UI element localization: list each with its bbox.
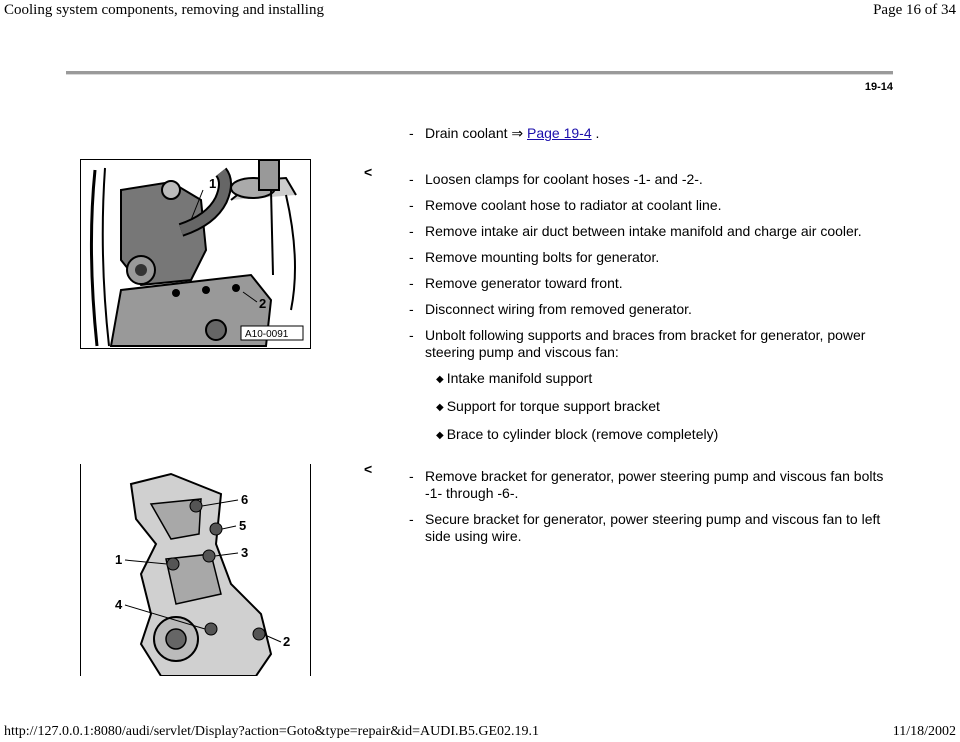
step-dash: -: [409, 327, 414, 343]
generator-area-illustration: [81, 160, 310, 348]
step-loosen-clamps: [409, 171, 895, 188]
footer-date: 11/18/2002: [892, 724, 956, 739]
diamond-bullet-icon: ◆: [436, 430, 444, 441]
footer-url: http://127.0.0.1:8080/audi/servlet/Display?action=Goto&type=repair&id=AUDI.B5.GE02.19.1: [4, 724, 539, 739]
callout-2: 2: [259, 296, 267, 311]
callout-1: 1: [115, 552, 123, 567]
step-text: Secure bracket for generator, power steering pump and viscous fan to left side using wire.: [425, 511, 881, 544]
step-secure-bracket: [409, 511, 895, 545]
step-text: Loosen clamps for coolant hoses -1- and -2-.: [425, 171, 703, 187]
page-number: 19-14: [864, 81, 893, 93]
step-remove-coolant-hose: [409, 197, 895, 214]
page-counter: Page 16 of 34: [873, 2, 956, 18]
step-remove-mounting-bolts: [409, 249, 895, 266]
bullet-torque-support: [436, 398, 660, 417]
step-text: Remove coolant hose to radiator at coolant line.: [425, 197, 722, 213]
callout-3: 3: [241, 545, 249, 560]
step-dash: -: [409, 125, 414, 141]
step-disconnect-wiring: [409, 301, 895, 318]
bullet-text: Brace to cylinder block (remove completely): [446, 426, 719, 442]
bullet-brace-cylinder-block: [436, 426, 718, 445]
generator-area-figure: [80, 159, 311, 349]
section1-arrow-icon: <: [364, 164, 373, 180]
step-text: Remove bracket for generator, power steering pump and viscous fan bolts -1- through -6-.: [425, 468, 884, 501]
step-remove-intake-duct: [409, 223, 895, 240]
step-text: Unbolt following supports and braces from bracket for generator, power steering pump and viscous fan:: [425, 327, 866, 360]
diamond-bullet-icon: ◆: [436, 374, 444, 385]
step-text: Remove intake air duct between intake manifold and charge air cooler.: [425, 223, 862, 239]
step-unbolt-supports: [409, 327, 895, 361]
callout-1: 1: [209, 176, 217, 191]
step-dash: -: [409, 511, 414, 527]
step-text-before: Drain coolant ⇒: [425, 125, 527, 141]
step-text: Remove generator toward front.: [425, 275, 623, 291]
diamond-bullet-icon: ◆: [436, 402, 444, 413]
figure-label: A10-0091: [245, 329, 289, 340]
callout-4: 4: [115, 597, 123, 612]
step-remove-bracket: [409, 468, 895, 502]
bullet-intake-manifold-support: [436, 370, 592, 389]
step-text: Disconnect wiring from removed generator.: [425, 301, 692, 317]
step-text-after: .: [591, 125, 600, 141]
bullet-text: Support for torque support bracket: [446, 398, 660, 414]
step-text: [425, 125, 895, 142]
step-dash: -: [409, 223, 414, 239]
step-text: Remove mounting bolts for generator.: [425, 249, 660, 265]
step-dash: -: [409, 468, 414, 484]
step-dash: -: [409, 249, 414, 265]
section2-arrow-icon: <: [364, 461, 373, 477]
drain-coolant-step: [409, 125, 895, 142]
callout-6: 6: [241, 492, 249, 507]
step-dash: -: [409, 171, 414, 187]
header-rule: [66, 71, 893, 75]
document-title: Cooling system components, removing and installing: [4, 2, 324, 18]
callout-5: 5: [239, 518, 247, 533]
callout-2: 2: [283, 634, 291, 649]
bracket-bolts-illustration: [81, 464, 310, 676]
bracket-bolts-figure: [80, 464, 311, 676]
step-dash: -: [409, 275, 414, 291]
page-19-4-link[interactable]: Page 19-4: [527, 125, 592, 141]
step-remove-generator: [409, 275, 895, 292]
bullet-text: Intake manifold support: [446, 370, 593, 386]
step-dash: -: [409, 301, 414, 317]
step-dash: -: [409, 197, 414, 213]
